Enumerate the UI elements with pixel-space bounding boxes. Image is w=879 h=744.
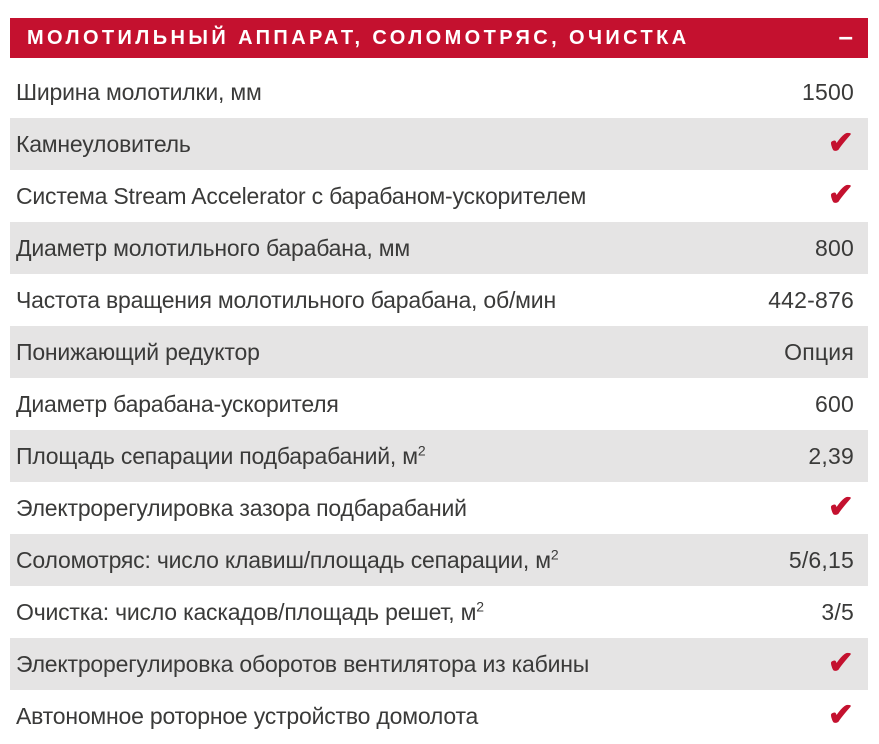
- spec-panel: [10, 18, 868, 742]
- table-row: [10, 170, 868, 222]
- table-row: [10, 378, 868, 430]
- table-row: [10, 534, 868, 586]
- check-icon: ✔: [827, 124, 854, 160]
- table-row: [10, 118, 868, 170]
- spec-value: 800: [815, 234, 854, 261]
- spec-label: Электрорегулировка зазора подбарабаний: [16, 494, 467, 521]
- spec-value: Опция: [784, 338, 854, 365]
- table-row: [10, 222, 868, 274]
- spec-label: Автономное роторное устройство домолота: [16, 702, 479, 729]
- check-icon: ✔: [827, 488, 854, 524]
- spec-label: Частота вращения молотильного барабана, об/мин: [16, 286, 556, 313]
- section-collapse-button[interactable]: [839, 23, 853, 53]
- spec-label: Понижающий редуктор: [16, 338, 260, 365]
- section-header[interactable]: [10, 18, 868, 58]
- spec-label: Очистка: число каскадов/площадь решет, $м^2$: [16, 597, 484, 625]
- spec-label: Камнеуловитель: [16, 130, 191, 157]
- check-icon: ✔: [827, 696, 854, 732]
- spec-label: Электрорегулировка оборотов вентилятора из кабины: [16, 650, 590, 677]
- table-row: [10, 430, 868, 482]
- minus-icon: –: [838, 21, 853, 51]
- spec-label: Диаметр барабана-ускорителя: [16, 390, 339, 417]
- spec-label: Площадь сепарации подбарабаний, $м^2$: [16, 441, 426, 469]
- table-row: [10, 66, 868, 118]
- spec-value: 600: [815, 390, 854, 417]
- spec-label: Система Stream Accelerator с барабаном-ускорителем: [16, 182, 587, 209]
- spec-label: Ширина молотилки, мм: [16, 78, 262, 105]
- table-row: [10, 274, 868, 326]
- spec-label: Диаметр молотильного барабана, мм: [16, 234, 410, 261]
- spec-label: Соломотряс: число клавиш/площадь сепарации, $м^2$: [16, 545, 559, 573]
- table-row: [10, 690, 868, 742]
- spec-value: 442-876: [768, 286, 854, 313]
- spec-value: 5/6,15: [788, 546, 854, 573]
- section-title: МОЛОТИЛЬНЫЙ АППАРАТ, СОЛОМОТРЯС, ОЧИСТКА: [27, 26, 690, 49]
- check-icon: ✔: [827, 644, 854, 680]
- check-icon: ✔: [827, 176, 854, 212]
- table-row: [10, 326, 868, 378]
- spec-table: [10, 66, 868, 742]
- table-row: [10, 638, 868, 690]
- table-row: [10, 482, 868, 534]
- spec-value: 3/5: [821, 598, 854, 625]
- spec-value: 2,39: [808, 442, 854, 469]
- table-row: [10, 586, 868, 638]
- spec-value: 1500: [802, 78, 854, 105]
